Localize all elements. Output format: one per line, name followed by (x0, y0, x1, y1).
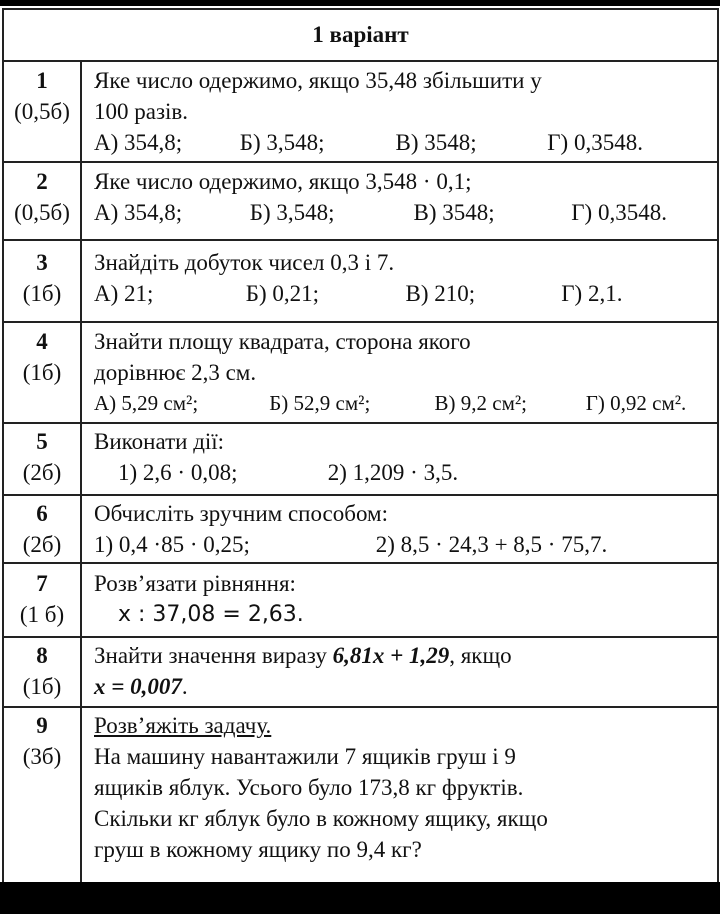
question-number-cell (3, 495, 81, 563)
question-text-cell (81, 423, 718, 495)
option-b: Б) 0,21; (245, 281, 320, 306)
question-text-cell (81, 495, 718, 563)
question-text-suffix: , якщо (449, 643, 512, 668)
question-text: Виконати дії: (94, 429, 225, 454)
question-row-9 (3, 707, 718, 882)
question-text: Яке число одержимо, якщо 3,548 · 0,1; (94, 169, 472, 194)
question-row-5 (3, 423, 718, 495)
question-number-cell (3, 61, 81, 162)
question-text-cell (81, 61, 718, 162)
question-number: 9 (36, 713, 48, 738)
option-a: А) 5,29 см²; (94, 391, 199, 415)
question-points: (2б) (22, 460, 62, 485)
question-number: 8 (36, 643, 48, 668)
question-number: 1 (36, 68, 48, 93)
answer-options (94, 388, 715, 419)
question-text: 100 разів. (94, 99, 189, 124)
problem-text: груш в кожному ящику по 9,4 кг? (94, 837, 422, 862)
question-number-cell (3, 240, 81, 322)
question-text: Розв’язати рівняння: (94, 571, 296, 596)
question-number-cell (3, 423, 81, 495)
task-items (94, 529, 715, 560)
option-b: Б) 3,548; (239, 130, 325, 155)
answer-options (94, 197, 715, 228)
question-text: Обчисліть зручним способом: (94, 501, 388, 526)
question-points: (1б) (22, 281, 62, 306)
option-a: А) 354,8; (94, 130, 183, 155)
question-points: (1б) (22, 360, 62, 385)
top-border (0, 0, 720, 6)
question-text-cell (81, 707, 718, 882)
question-text-prefix: Знайти значення виразу (94, 643, 333, 668)
question-number: 3 (36, 250, 48, 275)
question-points: (1б) (22, 674, 62, 699)
option-v: В) 210; (405, 281, 476, 306)
question-row-3 (3, 240, 718, 322)
header-row (3, 9, 718, 61)
question-row-6 (3, 495, 718, 563)
question-text: дорівнює 2,3 см. (94, 360, 257, 385)
task-item-1: 1) 2,6 · 0,08; (118, 460, 238, 485)
option-v: В) 3548; (413, 200, 495, 225)
question-number: 2 (36, 169, 48, 194)
option-b: Б) 52,9 см²; (269, 391, 371, 415)
question-row-7 (3, 563, 718, 637)
problem-text: На машину навантажили 7 ящиків груш і 9 (94, 744, 516, 769)
question-number: 6 (36, 501, 48, 526)
task-item-2: 2) 8,5 · 24,3 + 8,5 · 75,7. (375, 532, 608, 557)
equation: х : 37,08 = 2,63. (118, 602, 304, 627)
question-row-8 (3, 637, 718, 707)
option-g: Г) 0,3548. (547, 130, 643, 155)
question-row-4 (3, 322, 718, 423)
question-number: 5 (36, 429, 48, 454)
question-text: Знайти площу квадрата, сторона якого (94, 329, 471, 354)
question-number-cell (3, 563, 81, 637)
question-points: (0,5б) (14, 99, 70, 124)
option-g: Г) 0,3548. (571, 200, 667, 225)
expression: 6,81х + 1,29 (332, 643, 450, 668)
question-text (94, 671, 715, 702)
option-a: А) 21; (94, 281, 154, 306)
question-text-cell (81, 322, 718, 423)
question-number-cell (3, 162, 81, 240)
question-text: Знайдіть добуток чисел 0,3 і 7. (94, 250, 395, 275)
variable-value: х = 0,007 (94, 674, 182, 699)
question-points: (1 б) (19, 602, 65, 627)
problem-text: ящиків яблук. Усього було 173,8 кг фруктів. (94, 775, 524, 800)
question-points: (2б) (22, 532, 62, 557)
question-row-1 (3, 61, 718, 162)
question-points: (0,5б) (14, 200, 70, 225)
question-number-cell (3, 322, 81, 423)
question-text-cell (81, 162, 718, 240)
question-number: 7 (36, 571, 48, 596)
task-item-1: 1) 0,4 ·85 · 0,25; (94, 532, 250, 557)
option-v: В) 3548; (395, 130, 477, 155)
question-text: Яке число одержимо, якщо 35,48 збільшити у (94, 68, 542, 93)
question-text (94, 640, 715, 671)
option-a: А) 354,8; (94, 200, 183, 225)
answer-options (94, 127, 715, 158)
question-number: 4 (36, 329, 48, 354)
test-table (2, 8, 719, 882)
task-items (94, 457, 715, 488)
option-g: Г) 0,92 см². (585, 391, 687, 415)
task-item-2: 2) 1,209 · 3,5. (327, 460, 459, 485)
option-b: Б) 3,548; (249, 200, 335, 225)
question-number-cell (3, 707, 81, 882)
question-text-cell (81, 240, 718, 322)
question-text-cell (81, 637, 718, 707)
option-v: В) 9,2 см²; (434, 391, 527, 415)
answer-options (94, 278, 715, 309)
period: . (181, 674, 188, 699)
variant-title: 1 варіант (3, 9, 718, 61)
problem-text: Скільки кг яблук було в кожному ящику, якщо (94, 806, 548, 831)
task-heading: Розв’яжіть задачу. (94, 713, 272, 738)
question-number-cell (3, 637, 81, 707)
question-text-cell (81, 563, 718, 637)
option-g: Г) 2,1. (561, 281, 623, 306)
question-row-2 (3, 162, 718, 240)
question-points: (3б) (22, 744, 62, 769)
